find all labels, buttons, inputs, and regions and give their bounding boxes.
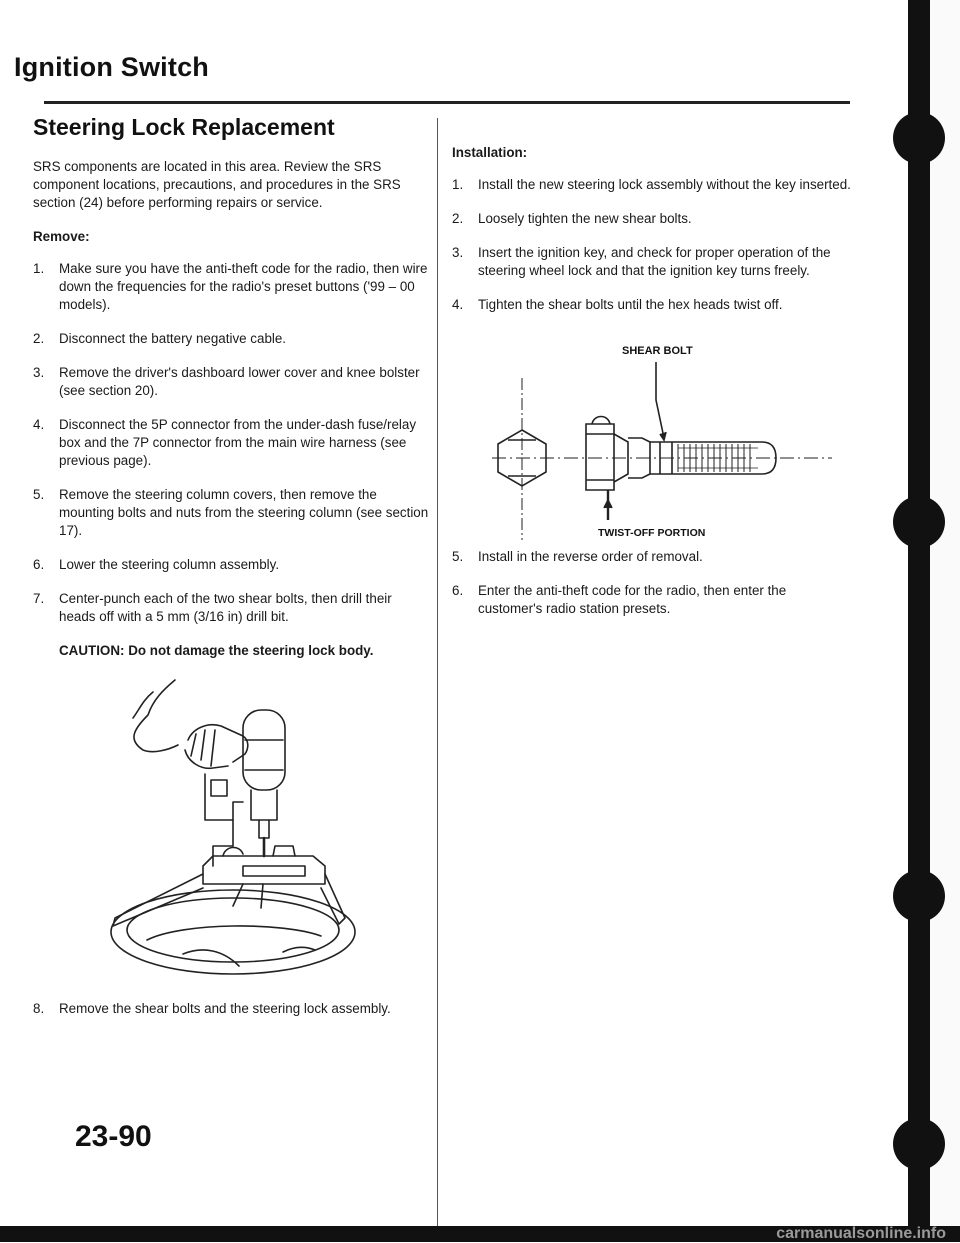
list-item — [33, 486, 429, 540]
installation-column — [452, 144, 852, 634]
step-text: Lower the steering column assembly. — [59, 557, 280, 572]
step-number: 8. — [33, 1001, 45, 1016]
binder-hole — [893, 870, 945, 922]
list-item — [452, 548, 852, 566]
step-text: Install in the reverse order of removal. — [478, 549, 703, 564]
step-number: 4. — [452, 297, 464, 312]
step-text: Disconnect the battery negative cable. — [59, 331, 287, 346]
step-number: 1. — [33, 261, 45, 276]
remove-heading: Remove: — [33, 229, 90, 244]
step-text: Center-punch each of the two shear bolts, then drill their heads off with a 5 mm (3/16 in) drill bit. — [59, 591, 392, 624]
list-item — [452, 176, 852, 194]
section-title: Steering Lock Replacement — [33, 114, 335, 140]
removal-column — [33, 158, 429, 1034]
page-edge — [930, 0, 960, 1242]
step-text: Make sure you have the anti-theft code for the radio, then wire down the frequencies for the radio's preset buttons ('99 – 00 models). — [59, 261, 428, 312]
step-number: 2. — [33, 331, 45, 346]
step-text: Remove the steering column covers, then remove the mounting bolts and nuts from the steering column (see section 17). — [59, 487, 429, 538]
binder-hole — [893, 1118, 945, 1170]
page-title: Ignition Switch — [14, 52, 209, 82]
caution-text: Do not damage the steering lock body. — [128, 643, 374, 658]
step-text: Enter the anti-theft code for the radio, then enter the customer's radio station presets. — [478, 583, 787, 616]
page-number: 23-90 — [75, 1120, 152, 1153]
step-number: 6. — [452, 583, 464, 598]
title-rule — [44, 101, 850, 104]
remove-final-step — [33, 1000, 429, 1018]
step-number: 7. — [33, 591, 45, 606]
list-item — [33, 556, 429, 574]
list-item — [452, 582, 852, 618]
drill-steering-wheel-illustration — [93, 670, 353, 980]
step-text: Remove the driver's dashboard lower cover and knee bolster (see section 20). — [59, 365, 420, 398]
step-number: 2. — [452, 211, 464, 226]
install-steps-list — [452, 176, 852, 314]
step-number: 3. — [33, 365, 45, 380]
twist-off-portion-label: TWIST-OFF PORTION — [598, 527, 706, 539]
list-item — [33, 330, 429, 348]
list-item — [33, 364, 429, 400]
list-item — [452, 210, 852, 228]
step-text: Tighten the shear bolts until the hex heads twist off. — [478, 297, 783, 312]
binder-band — [908, 0, 930, 1242]
binder-hole — [893, 112, 945, 164]
step-number: 6. — [33, 557, 45, 572]
step-text: Install the new steering lock assembly without the key inserted. — [478, 177, 851, 192]
step-number: 5. — [33, 487, 45, 502]
list-item — [33, 590, 429, 626]
install-final-steps-list — [452, 548, 852, 618]
step-number: 1. — [452, 177, 464, 192]
step-number: 4. — [33, 417, 45, 432]
remove-steps-list — [33, 260, 429, 626]
caution-label: CAUTION: — [59, 643, 125, 658]
srs-intro-text: SRS components are located in this area. Review the SRS component locations, precautions, and procedures in the SRS section (24) before performing repairs or service. — [33, 159, 401, 210]
shear-bolt-label: SHEAR BOLT — [622, 345, 693, 357]
step-text: Loosely tighten the new shear bolts. — [478, 211, 692, 226]
list-item — [33, 416, 429, 470]
binder-hole — [893, 496, 945, 548]
column-divider — [437, 118, 438, 1230]
list-item — [452, 244, 852, 280]
shear-bolt-illustration — [482, 330, 842, 539]
caution-note — [33, 642, 429, 660]
installation-heading: Installation: — [452, 145, 528, 160]
step-text: Disconnect the 5P connector from the under-dash fuse/relay box and the 7P connector from the main wire harness (see previous page). — [59, 417, 417, 468]
step-number: 3. — [452, 245, 464, 260]
step-text: Remove the shear bolts and the steering lock assembly. — [59, 1001, 391, 1016]
step-text: Insert the ignition key, and check for proper operation of the steering wheel lock and that the ignition key turns freely. — [478, 245, 831, 278]
watermark-text: carmanualsonline.info — [776, 1225, 946, 1242]
list-item — [452, 296, 852, 314]
list-item — [33, 260, 429, 314]
step-number: 5. — [452, 549, 464, 564]
list-item — [33, 1000, 429, 1018]
